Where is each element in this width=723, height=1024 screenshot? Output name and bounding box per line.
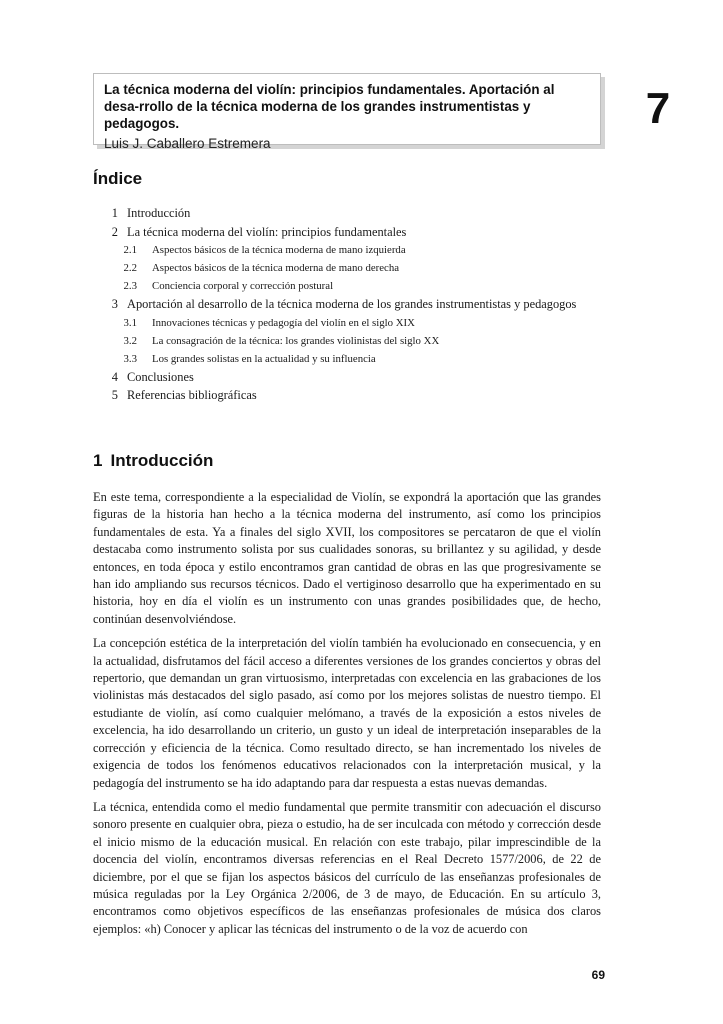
section-body — [93, 489, 601, 945]
toc-subitem[interactable] — [93, 241, 601, 259]
toc-subitem[interactable] — [93, 259, 601, 277]
toc-item-number: 4 — [111, 369, 118, 384]
toc-subitem[interactable] — [93, 277, 601, 295]
toc-subitem[interactable] — [93, 350, 601, 368]
toc-subitem[interactable] — [93, 332, 601, 350]
toc-item-label: Conciencia corporal y corrección postural — [152, 280, 334, 292]
table-of-contents — [93, 204, 601, 405]
toc-item-label: Aspectos básicos de la técnica moderna de mano izquierda — [152, 244, 406, 256]
toc-item-number: 2 — [111, 224, 118, 239]
chapter-header-box — [93, 73, 601, 151]
page-number: 69 — [591, 968, 605, 982]
body-paragraph: La concepción estética de la interpretación del violín también ha evolucionado en consecuencia, y en la actualidad, disfrutamos del fácil acceso a diferentes versiones de los grandes conciertos y obras del repertorio, que demandan un gran virtuosismo, interpretadas con excelencia en las grabaciones de los violinistas más destacados del siglo pasado, así como por los mejores solistas de nuestro tiempo. El estudiante de violín, así como cualquier melómano, a través de la exposición a estos niveles de excelencia, ha ido desarrollando un criterio, un gusto y un ideal de interpretación inseparables de la corrección y eficiencia de la técnica. Como resultado directo, se han incrementado los niveles de exigencia de todos los fenómenos educativos relacionados con la interpretación musical, y la pedagogía del instrumento se ha ido adaptando para dar respuesta a estas nuevas demandas. — [93, 636, 601, 790]
toc-item[interactable] — [93, 223, 601, 242]
chapter-number: 7 — [645, 84, 671, 133]
body-paragraph: La técnica, entendida como el medio fundamental que permite transmitir con adecuación el discurso sonoro presente en cualquier obra, pieza o estudio, ha de ser inculcada con método y corrección desde el inicio mismo de la educación musical. En relación con este trabajo, pilar imprescindible de la docencia del violín, encontramos diversas referencias en el Real Decreto 1577/2006, de 22 de diciembre, por el que se fijan los aspectos básicos del currículo de las enseñanzas profesionales de música reguladas por la Ley Orgánica 2/2006, de 3 de mayo, de Educación. En su artículo 3, encontramos como objetivos específicos de las enseñanzas profesionales de música dos claros ejemplos: «h) Conocer y aplicar las técnicas del instrumento o de la voz de acuerdo con — [93, 799, 601, 936]
section-number: 1 — [93, 451, 103, 470]
toc-item[interactable] — [93, 368, 601, 387]
toc-item-label: La técnica moderna del violín: principios fundamentales — [127, 224, 407, 239]
toc-item-label: Innovaciones técnicas y pedagogía del violín en el siglo XIX — [152, 316, 415, 329]
toc-item-label: Los grandes solistas en la actualidad y su influencia — [152, 352, 376, 365]
toc-item-number: 2.3 — [123, 280, 137, 292]
toc-item-label: Referencias bibliográficas — [127, 388, 257, 402]
body-paragraph: En este tema, correspondiente a la especialidad de Violín, se expondrá la aportación que las grandes figuras de la historia han hecho a la técnica moderna del instrumento, así como los principios fundamentales de esta. Ya a finales del siglo XVII, los compositores se percataron de que el violín destacaba como instrumento solista por sus cualidades sonoras, su brillantez y su agilidad, y desde entonces, en toda época y estilo encontramos gran cantidad de obras en las que progresivamente se han ido ampliando sus recursos técnicos. Dado el vertiginoso desarrollo que ha experimentado en su historia, hoy en día el violín es un instrumento con unas grandes posibilidades que, de hecho, continúan desenvolviéndose. — [93, 490, 601, 626]
toc-item-label: Conclusiones — [127, 369, 194, 384]
toc-item-number: 3.1 — [123, 316, 137, 329]
toc-item-number: 1 — [111, 206, 118, 220]
toc-item-label: Introducción — [127, 206, 191, 220]
toc-item-label: Aspectos básicos de la técnica moderna de mano derecha — [152, 262, 400, 274]
toc-item-number: 2.1 — [123, 244, 137, 256]
toc-subitem[interactable] — [93, 314, 601, 332]
toc-item-number: 3 — [111, 297, 118, 311]
toc-item[interactable] — [93, 386, 601, 405]
section-heading — [93, 450, 213, 472]
toc-item-number: 5 — [111, 388, 118, 402]
toc-item-label: Aportación al desarrollo de la técnica moderna de los grandes instrumentistas y pedagogos — [127, 297, 577, 311]
toc-item-number: 3.2 — [123, 334, 137, 347]
toc-item[interactable] — [93, 204, 601, 223]
toc-item[interactable] — [93, 295, 601, 314]
section-title: Introducción — [110, 451, 214, 470]
toc-item-label: La consagración de la técnica: los grandes violinistas del siglo XX — [152, 334, 440, 347]
toc-item-number: 3.3 — [123, 352, 137, 365]
chapter-title: La técnica moderna del violín: principios fundamentales. Aportación al desa-rrollo de la técnica moderna de los grandes instrumentistas y pedagogos. — [104, 82, 555, 131]
index-heading: Índice — [93, 169, 143, 188]
chapter-author: Luis J. Caballero Estremera — [104, 136, 271, 151]
toc-item-number: 2.2 — [123, 262, 137, 274]
